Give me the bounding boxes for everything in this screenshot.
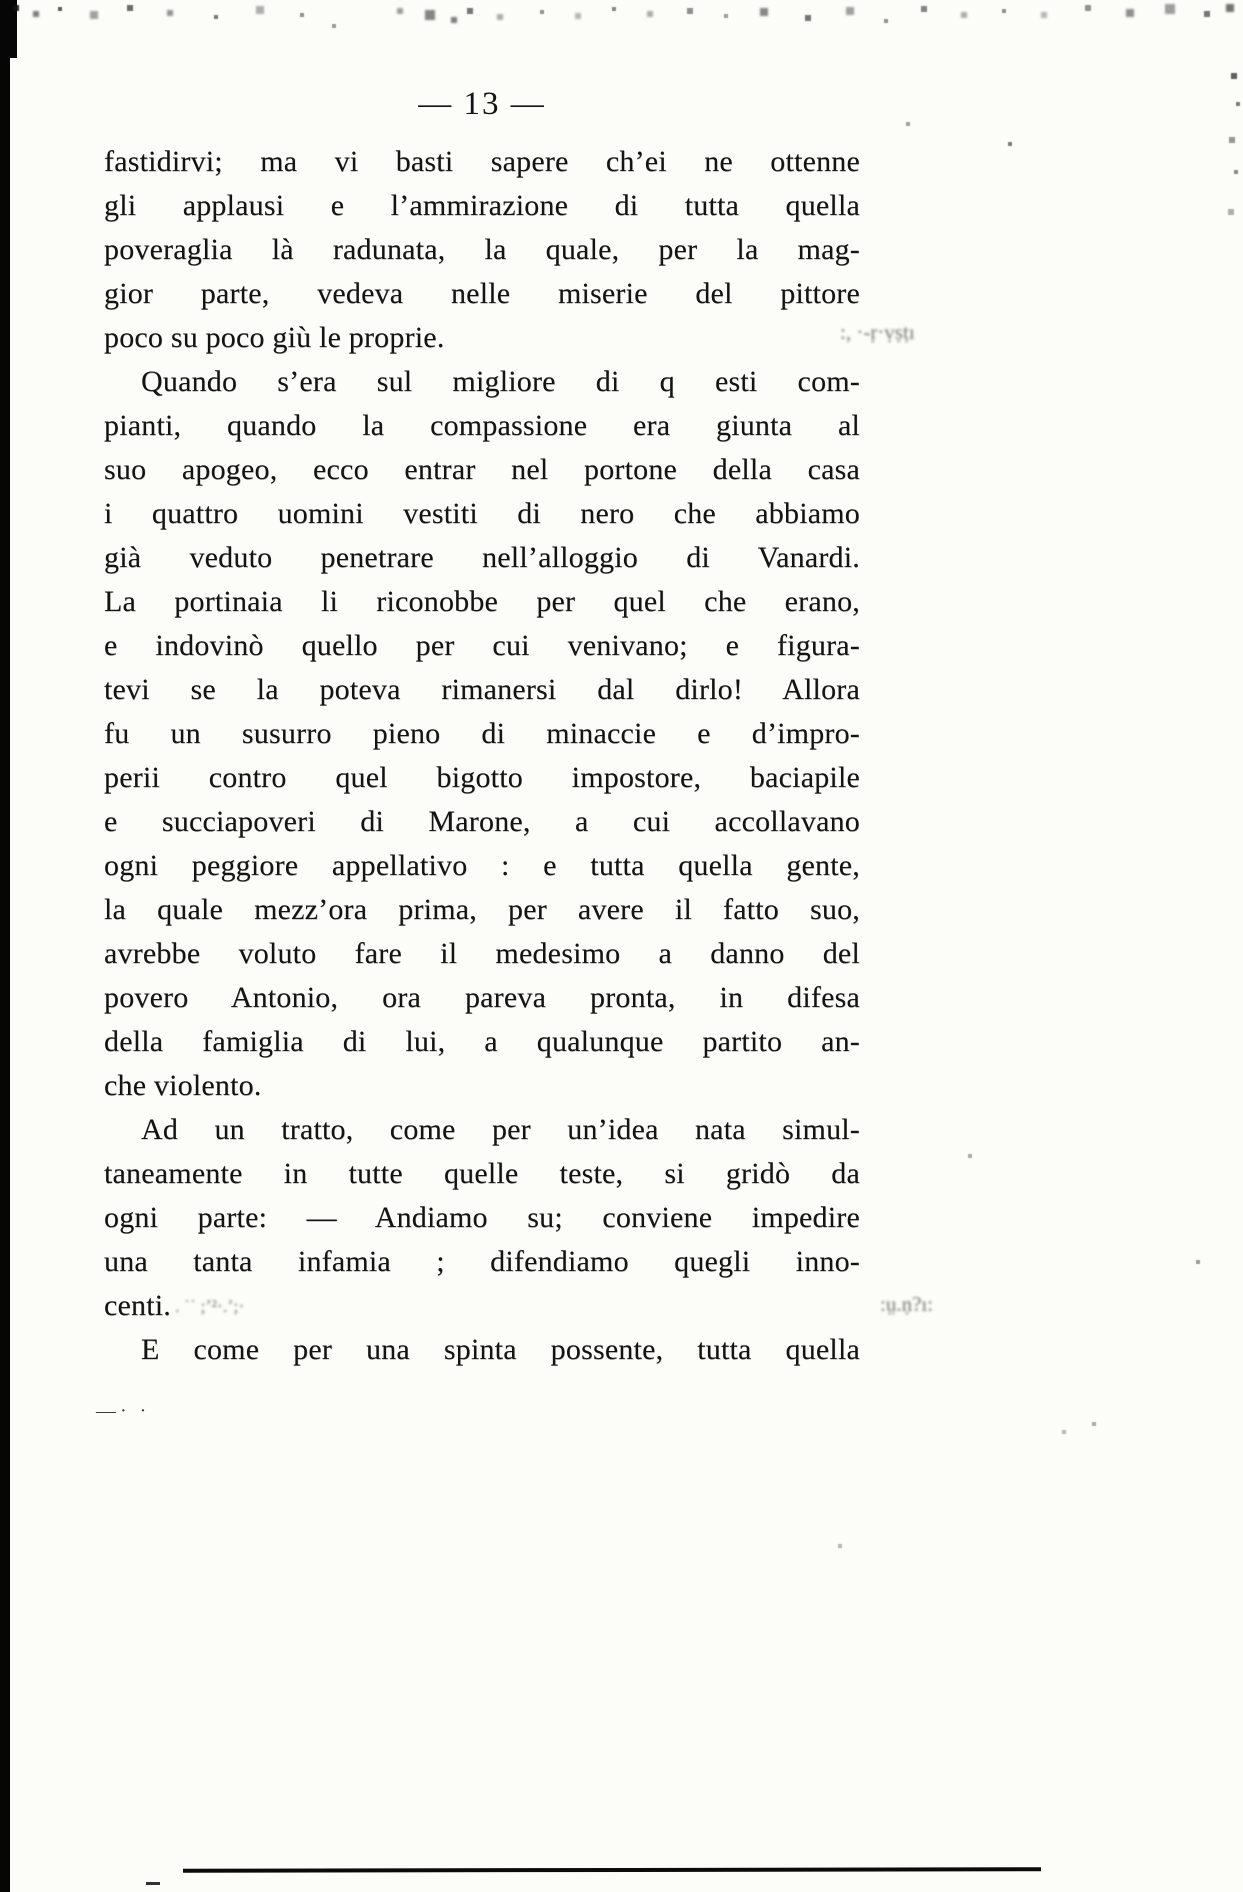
text-line: ogni parte: — Andiamo su; conviene impedire	[104, 1201, 860, 1234]
text-line: taneamente in tutte quelle teste, si gridò da	[104, 1157, 860, 1190]
ink-smudge: :ṳ.ṇ?ı:	[880, 1292, 934, 1316]
text-line: povero Antonio, ora pareva pronta, in difesa	[104, 981, 860, 1014]
text-line: gior parte, vedeva nelle miserie del pittore	[104, 277, 860, 310]
text-line: i quattro uomini vestiti di nero che abbiamo	[104, 497, 860, 530]
ink-smudge: :, ·-ṛ·ṿṣṭı	[840, 320, 915, 344]
text-line: della famiglia di lui, a qualunque partito an-	[104, 1025, 860, 1058]
text-line: La portinaia li riconobbe per quel che erano,	[104, 585, 860, 618]
text-line: perii contro quel bigotto impostore, baciapile	[104, 761, 860, 794]
text-line: già veduto penetrare nell’alloggio di Vanardi.	[104, 541, 860, 574]
text-line: tevi se la poteva rimanersi dal dirlo! Allora	[104, 673, 860, 706]
page-text	[104, 140, 860, 1372]
text-line: avrebbe voluto fare il medesimo a danno del	[104, 937, 860, 970]
scan-edge-bottom-tick	[146, 1882, 160, 1885]
scan-noise	[0, 0, 4, 4]
text-line: gli applausi e l’ammirazione di tutta quella	[104, 189, 860, 222]
text-line: suo apogeo, ecco entrar nel portone della casa	[104, 453, 860, 486]
text-line: e succiapoveri di Marone, a cui accollavano	[104, 805, 860, 838]
text-line: fu un susurro pieno di minaccie e d’impro-	[104, 717, 860, 750]
text-line: Quando s’era sul migliore di q esti com-	[141, 365, 860, 398]
margin-dash-mark: —· ·	[96, 1400, 151, 1422]
text-line: poco su poco giù le proprie.	[104, 321, 445, 354]
page-content	[104, 86, 860, 1372]
text-line: centi.	[104, 1289, 172, 1322]
ink-smudge: . ˙˙ ;ʼ²·.ʼ;·	[175, 1296, 245, 1316]
text-line: la quale mezz’ora prima, per avere il fatto suo,	[104, 893, 860, 926]
text-line: fastidirvi; ma vi basti sapere ch’ei ne ottenne	[104, 145, 860, 178]
text-line: E come per una spinta possente, tutta quella	[141, 1333, 860, 1366]
text-line: una tanta infamia ; difendiamo quegli inno-	[104, 1245, 860, 1278]
text-line: Ad un tratto, come per un’idea nata simul-	[141, 1113, 860, 1146]
text-line: ogni peggiore appellativo : e tutta quella gente,	[104, 849, 860, 882]
text-line: e indovinò quello per cui venivano; e figura-	[104, 629, 860, 662]
page-number: — 13 —	[418, 86, 546, 122]
text-line: che violento.	[104, 1069, 262, 1102]
text-line: pianti, quando la compassione era giunta al	[104, 409, 860, 442]
scan-edge-bottom-rule	[183, 1867, 1041, 1872]
scan-edge-left	[0, 0, 10, 1892]
text-line: poveraglia là radunata, la quale, per la mag-	[104, 233, 860, 266]
